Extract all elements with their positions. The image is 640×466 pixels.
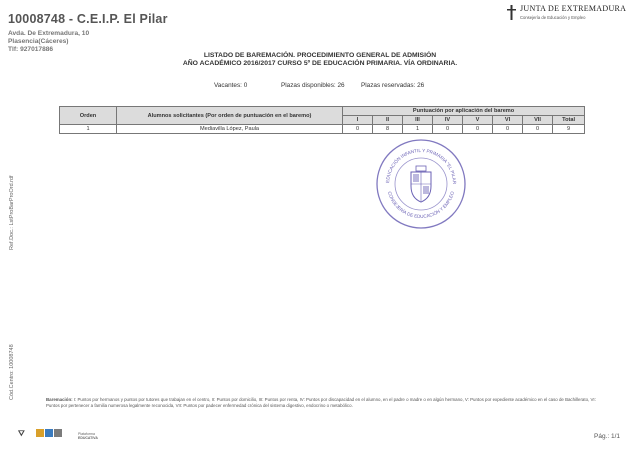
plazas-reservadas: Plazas reservadas: 26 (361, 82, 425, 89)
cell-score-vii: 0 (523, 125, 553, 134)
address-line: Avda. De Extremadura, 10 (8, 30, 90, 37)
school-seal (375, 138, 467, 230)
sub-header-v: V (463, 116, 493, 125)
baremacion-footnote (46, 397, 606, 409)
document-subtitle: AÑO ACADÉMICO 2016/2017 CURSO 5º DE EDUCACIÓN PRIMARIA. VÍA ORDINARIA. (182, 60, 458, 67)
cell-score-total: 9 (553, 125, 585, 134)
school-name: 10008748 - C.E.I.P. El Pilar (8, 12, 168, 26)
ref-doc-text: Ref.Doc.: LstProBarProOrd.rdf (9, 175, 15, 250)
col-alumnos-header: Alumnos solicitantes (Por orden de puntuación en el baremo) (117, 107, 343, 125)
sub-header-iii: III (403, 116, 433, 125)
baremacion-table (59, 106, 585, 134)
department-name: Consejería de Educación y Empleo (520, 15, 586, 20)
footer-mark-icon: ⛛ (18, 429, 25, 438)
table-row (60, 125, 585, 134)
address-city: Plasencia(Cáceres) (8, 38, 69, 45)
page-number: Pág.: 1/1 (594, 433, 621, 440)
cell-score-i: 0 (343, 125, 373, 134)
sub-header-vii: VII (523, 116, 553, 125)
junta-logo-icon (507, 5, 516, 20)
cell-orden: 1 (60, 125, 117, 134)
plazas-disponibles: Plazas disponibles: 26 (281, 82, 345, 89)
col-orden-header: Orden (60, 107, 117, 125)
cod-centro-text: Cód.Centro: 10008748 (9, 344, 15, 400)
sub-header-vi: VI (493, 116, 523, 125)
platform-line1: Plataforma (78, 432, 95, 436)
seal-bottom-text: CONSEJERÍA DE EDUCACIÓN Y EMPLEO (386, 190, 456, 220)
platform-logo-icon (36, 428, 66, 438)
sub-header-total: Total (553, 116, 585, 125)
platform-name (78, 432, 98, 440)
document-title: LISTADO DE BAREMACIÓN. PROCEDIMIENTO GENERAL DE ADMISIÓN (203, 52, 437, 59)
platform-line2: EDUCATIVA (78, 436, 98, 440)
cod-centro-vertical (6, 320, 16, 400)
cell-nombre: Mediavilla López, Paula (117, 125, 343, 134)
vacantes: Vacantes: 0 (214, 82, 248, 89)
seal-top-text: EDUCACIÓN INFANTIL Y PRIMARIA "EL PILAR (384, 147, 458, 185)
cell-score-iii: 1 (403, 125, 433, 134)
sub-header-i: I (343, 116, 373, 125)
sub-header-iv: IV (433, 116, 463, 125)
col-puntuacion-header: Puntuación por aplicación del baremo (343, 107, 585, 116)
coat-of-arms-icon (411, 166, 431, 202)
footnote-text: I: Puntos por hermanos y puntos por tutores que trabajan en el centro, II: Puntos por domicilio, III: Puntos por renta, IV: Puntos por discapacidad en el alumno, en el padre o madre o en algún hermano, V: Puntos por expediente académico en el caso de Bachillerato, VI: Puntos por pertenecer a familia numerosa legalmente reconocida, VII: Puntos por padecer enfermedad crónica del sistema digestivo, endocrino o metabólico. (46, 397, 596, 408)
cell-score-ii: 8 (373, 125, 403, 134)
sub-header-ii: II (373, 116, 403, 125)
footnote-label: Baremación: (46, 397, 73, 402)
cell-score-iv: 0 (433, 125, 463, 134)
cell-score-vi: 0 (493, 125, 523, 134)
institution-name: JUNTA DE EXTREMADURA (520, 4, 627, 13)
address-phone: Tlf: 927017886 (8, 46, 54, 53)
cell-score-v: 0 (463, 125, 493, 134)
ref-doc-vertical (6, 140, 16, 250)
